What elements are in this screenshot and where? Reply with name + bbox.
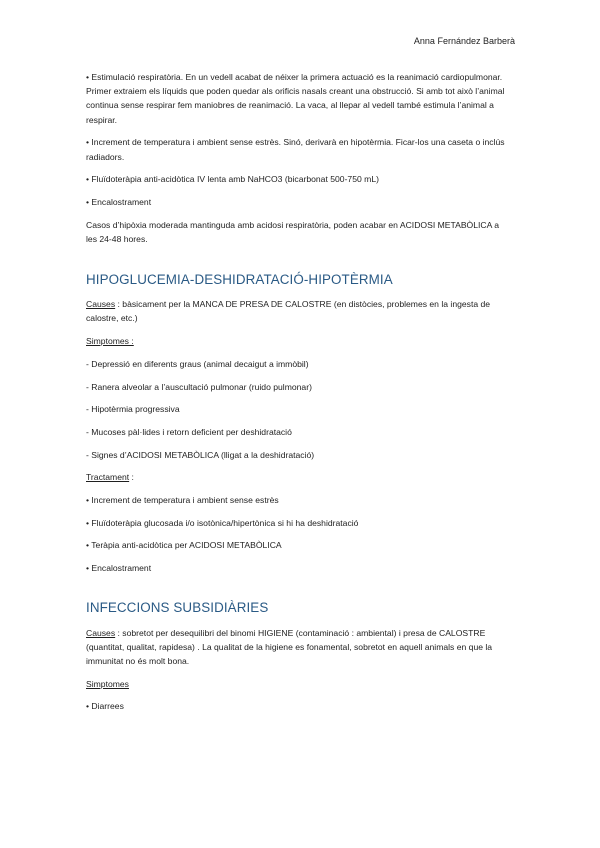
treatment-heading: Tractament : xyxy=(86,472,134,483)
paragraph-colostrum: • Encalostrament xyxy=(86,196,152,207)
paragraph-respiratory-stimulation: • Estimulació respiratòria. En un vedell acabat de néixer la primera actuació es la reanimació cardiopulmonar. Primer extraiem els líquids que poden quedar als orificis nasals creant una obstrucció. Si amb tot això l’animal continua sense respirar fem maniobres de reanimació. La vaca, al llepar al vedell també estimula l’animal a respirar. xyxy=(86,72,505,125)
list-item: • Teràpia anti-acidòtica per ACIDOSI METABÒLICA xyxy=(86,540,282,551)
list-item: - Hipotèrmia progressiva xyxy=(86,404,180,415)
list-item: • Diarrees xyxy=(86,701,124,712)
list-item: - Mucoses pàl·lides i retorn deficient per deshidratació xyxy=(86,426,292,437)
symptoms-label: Simptomes : xyxy=(86,336,134,347)
list-item: - Signes d’ACIDOSI METABÒLICA (lligat a la deshidratació) xyxy=(86,449,315,460)
list-item: • Encalostrament xyxy=(86,563,152,574)
causes-label: Causes xyxy=(86,299,116,310)
paragraph-hypoxia-cases: Casos d’hipòxia moderada mantinguda amb acidosi respiratòria, poden acabar en ACIDOSI METABÒLICA a les 24-48 hores. xyxy=(86,219,500,244)
causes-text: : sobretot per desequilibri del binomi HIGIENE (contaminació : ambiental) i presa de CALOSTRE (quantitat, qualitat, rapidesa) . La qualitat de la higiene es fonamental, sobretot en aquell animals en que la immunitat no és molt bona. xyxy=(86,627,493,666)
causes-text: : bàsicament per la MANCA DE PRESA DE CALOSTRE (en distòcies, problemes en la ingesta de calostre, etc.) xyxy=(86,299,491,324)
causes-label: Causes xyxy=(86,627,116,638)
list-item: • Fluïdoteràpia glucosada i/o isotònica/hipertònica si hi ha deshidratació xyxy=(86,517,359,528)
causes-paragraph xyxy=(86,626,506,669)
paragraph-fluidotherapy: • Fluïdoteràpia anti-acidòtica IV lenta amb NaHCO3 (bicarbonat 500-750 mL) xyxy=(86,174,379,185)
list-item: - Depressió en diferents graus (animal decaigut a immòbil) xyxy=(86,358,309,369)
document-body xyxy=(86,70,506,722)
causes-paragraph xyxy=(86,297,506,325)
symptoms-label: Simptomes xyxy=(86,678,129,689)
section-title-hypoglycemia: HIPOGLUCEMIA-DESHIDRATACIÓ-HIPOTÈRMIA xyxy=(86,272,393,288)
treatment-label: Tractament xyxy=(86,472,130,483)
list-item: • Increment de temperatura i ambient sense estrès xyxy=(86,495,279,506)
symptoms-heading xyxy=(86,677,506,691)
list-item: - Ranera alveolar a l’auscultació pulmonar (ruido pulmonar) xyxy=(86,381,312,392)
author-header: Anna Fernández Barberà xyxy=(413,36,515,46)
section-title-infections: INFECCIONS SUBSIDIÀRIES xyxy=(86,600,269,616)
paragraph-temperature: • Increment de temperatura i ambient sense estrès. Sinó, derivarà en hipotèrmia. Ficar-los una caseta o inclús radiadors. xyxy=(86,137,505,162)
symptoms-heading xyxy=(86,334,506,348)
